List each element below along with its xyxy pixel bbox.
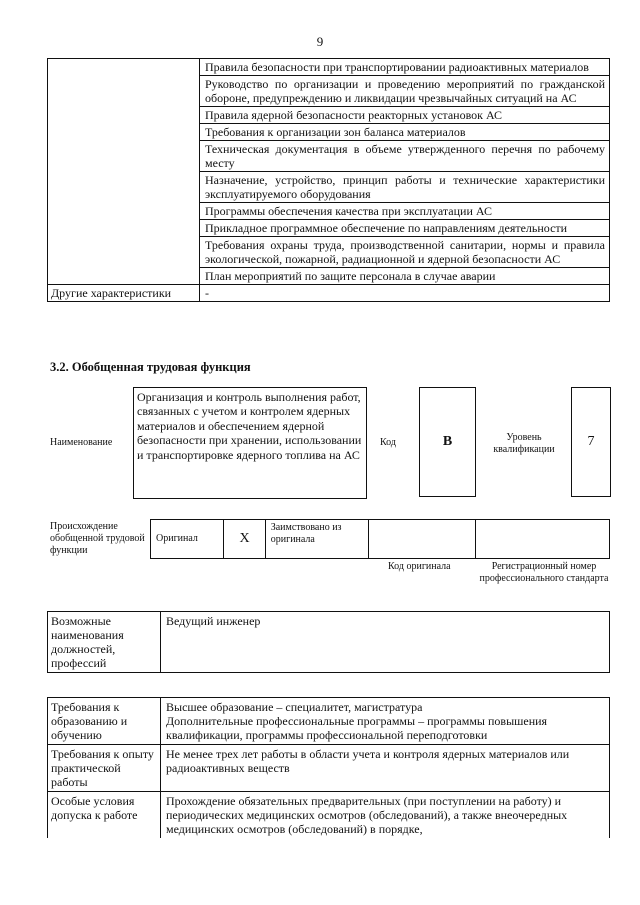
registration-number-cell: [476, 520, 610, 559]
other-characteristics-label: Другие характеристики: [48, 285, 200, 302]
knowledge-item: План мероприятий по защите персонала в случае аварии: [200, 268, 610, 285]
knowledge-item: Прикладное программное обеспечение по направлениям деятельности: [200, 220, 610, 237]
job-titles-value: Ведущий инженер: [161, 612, 610, 673]
original-mark: X: [224, 520, 265, 559]
page-number: 9: [316, 34, 324, 49]
knowledge-label-cell: [48, 59, 200, 285]
qualification-level-label: Уровень квалификации: [493, 432, 555, 455]
knowledge-item: Техническая документация в объеме утвержденного перечня по рабочему месту: [200, 141, 610, 172]
knowledge-item: Требования к организации зон баланса материалов: [200, 124, 610, 141]
table-row: [48, 745, 610, 792]
knowledge-item: Правила ядерной безопасности реакторных установок АС: [200, 107, 610, 124]
table-row: [48, 698, 610, 745]
other-characteristics-value: -: [200, 285, 610, 302]
knowledge-item: Назначение, устройство, принцип работы и технические характеристики эксплуатируемого оборудования: [200, 172, 610, 203]
job-titles-label: Возможные наименования должностей, профессий: [48, 612, 161, 673]
origin-label: Происхождение обобщенной трудовой функции: [50, 521, 145, 556]
requirement-line: Прохождение обязательных предварительных (при поступлении на работу) и периодических медицинских осмотров (обследований), а также внеочередных медицинских осмотров (обследований) в порядке,: [166, 794, 568, 836]
borrowed-label: Заимствовано из оригинала: [265, 520, 369, 559]
table-row: [48, 792, 610, 839]
table-row: [48, 612, 610, 673]
table-row: [48, 285, 610, 302]
education-requirements-label: Требования к образованию и обучению: [48, 698, 161, 745]
requirement-line: Не менее трех лет работы в области учета и контроля ядерных материалов или радиоактивных веществ: [166, 747, 570, 775]
admission-conditions-label: Особые условия допуска к работе: [48, 792, 161, 839]
knowledge-item: Правила безопасности при транспортировании радиоактивных материалов: [200, 59, 610, 76]
original-code-cell: [369, 520, 476, 559]
knowledge-table: [47, 58, 610, 302]
knowledge-item: Программы обеспечения качества при эксплуатации АС: [200, 203, 610, 220]
qualification-level-value: 7: [571, 387, 611, 497]
original-label: Оригинал: [151, 520, 224, 559]
registration-number-caption: Регистрационный номер профессионального стандарта: [479, 561, 609, 584]
education-requirements-value: [161, 698, 610, 745]
table-row: [48, 59, 610, 76]
requirement-line: Дополнительные профессиональные программы – программы повышения квалификации, программы профессиональной переподготовки: [166, 714, 548, 742]
function-name-value: Организация и контроль выполнения работ, связанных с учетом и контролем ядерных материалов и обеспечением ядерной безопасности при хранении, использовании и транспортировке ядерного топлива на АС: [133, 387, 367, 499]
function-code-value: B: [419, 387, 476, 497]
requirement-line: Высшее образование – специалитет, магистратура: [166, 700, 423, 714]
name-label: Наименование: [50, 437, 113, 448]
experience-requirements-label: Требования к опыту практической работы: [48, 745, 161, 792]
requirements-table: [47, 697, 610, 838]
experience-requirements-value: [161, 745, 610, 792]
code-label: Код: [380, 437, 396, 448]
knowledge-item: Требования охраны труда, производственной санитарии, нормы и правила экологической, пожарной, радиационной и ядерной безопасности АС: [200, 237, 610, 268]
table-row: [151, 520, 610, 559]
original-code-caption: Код оригинала: [388, 561, 451, 572]
section-heading: 3.2. Обобщенная трудовая функция: [50, 360, 251, 374]
admission-conditions-value: [161, 792, 610, 839]
knowledge-item: Руководство по организации и проведению мероприятий по гражданской обороне, предупреждению и ликвидации чрезвычайных ситуаций на АС: [200, 76, 610, 107]
job-titles-table: [47, 611, 610, 673]
origin-table: [150, 519, 610, 559]
